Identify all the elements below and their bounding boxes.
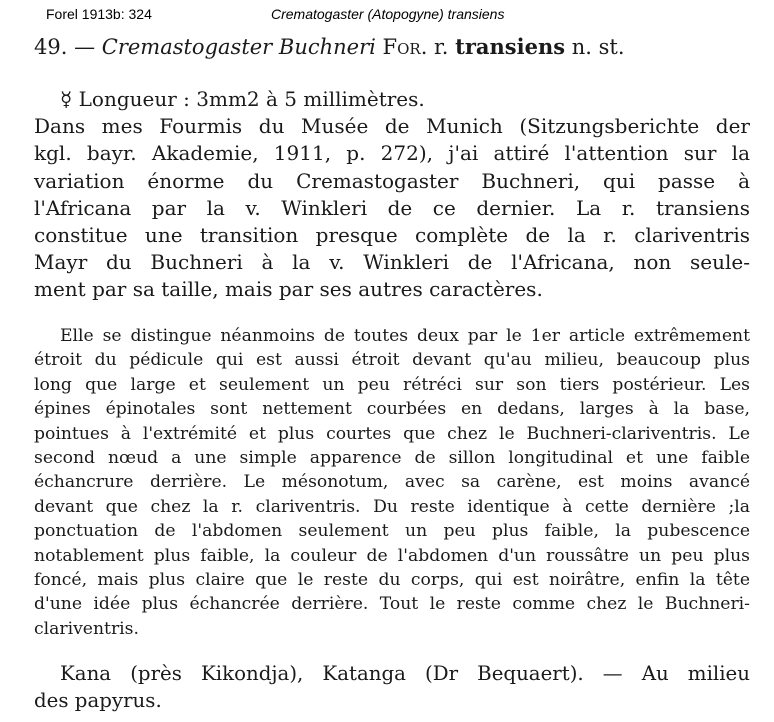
text-line: ponctuation de l'abdomen seulement un peu plus faible, la pubescence	[34, 521, 750, 542]
genus-species: Cremastogaster Buchneri	[101, 35, 376, 59]
text-line: pointues à l'extrémité et plus courtes que chez le Buchneri-clariventris. Le	[34, 423, 750, 444]
citation-reference: Forel 1913b: 324	[46, 6, 152, 22]
text-line: Kana (près Kikondja), Katanga (Dr Bequaert). — Au milieu	[60, 662, 750, 685]
author-abbrev: For.	[375, 35, 428, 59]
locality-paragraph	[34, 660, 750, 714]
text-line: des papyrus.	[34, 689, 162, 712]
text-line: kgl. bayr. Akademie, 1911, p. 272), j'ai attiré l'attention sur la	[34, 141, 750, 166]
text-line: clariventris.	[34, 618, 139, 639]
text-line: constitue une transition presque complète de la r. clariventris	[34, 223, 750, 248]
status-label: n. st.	[565, 35, 625, 59]
text-line: long que large et seulement un peu rétréci sur son tiers postérieur. Les	[34, 374, 750, 395]
text-line: d'une idée plus échancrée derrière. Tout le reste comme chez le Buchneri-	[34, 594, 750, 615]
text-line: notablement plus faible, la couleur de l'abdomen d'un roussâtre un peu plus	[34, 545, 750, 566]
text-line: foncé, mais plus claire que le reste du corps, qui est noirâtre, enfin la tête	[34, 570, 750, 591]
species-heading	[34, 34, 754, 59]
description-paragraph-1	[34, 86, 750, 304]
description-paragraph-2	[34, 324, 750, 641]
rank-label: r.	[427, 35, 456, 59]
text-line: épines épinotales sont nettement courbées en dedans, larges à la base,	[34, 399, 750, 420]
text-line: second nœud a une simple apparence de sillon longitudinal et une faible	[34, 448, 750, 469]
text-line: étroit du pédicule qui est aussi étroit devant qu'au milieu, beaucoup plus	[34, 350, 750, 371]
text-line: ☿ Longueur : 3mm2 à 5 millimètres.	[60, 87, 425, 111]
text-line: devant que chez la r. clariventris. Du reste identique à cette dernière ;la	[34, 496, 750, 517]
text-line: Elle se distingue néanmoins de toutes deux par le 1er article extrêmement	[60, 326, 750, 346]
text-line: l'Africana par la v. Winkleri de ce dernier. La r. transiens	[34, 195, 750, 220]
text-line: échancrure derrière. Le mésonotum, avec sa carène, est moins avancé	[34, 472, 750, 493]
page-header	[46, 6, 754, 26]
text-line: variation énorme du Cremastogaster Buchneri, qui passe à	[34, 168, 750, 193]
subspecies-name: transiens	[455, 34, 566, 59]
text-line: Dans mes Fourmis du Musée de Munich (Sitzungsberichte der	[34, 114, 750, 139]
taxon-name: Crematogaster (Atopogyne) transiens	[271, 6, 505, 22]
entry-number: 49. —	[34, 35, 102, 59]
text-line: Mayr du Buchneri à la v. Winkleri de l'Africana, non seule-	[34, 250, 750, 275]
text-line: ment par sa taille, mais par ses autres caractères.	[34, 277, 543, 302]
